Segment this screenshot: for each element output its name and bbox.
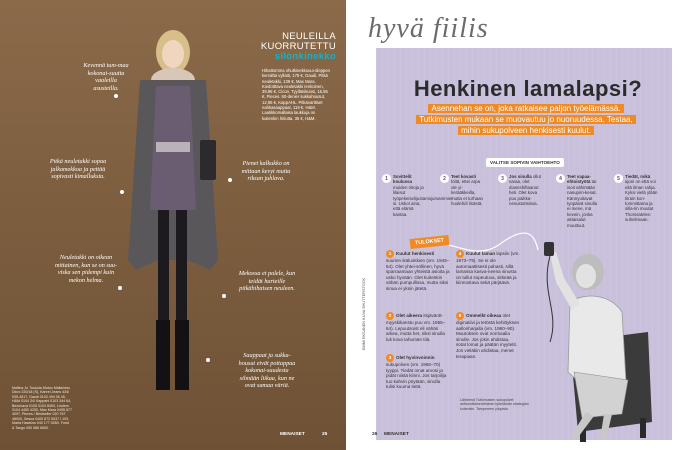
annotation-dot <box>222 294 226 298</box>
annotation-dot <box>114 94 118 98</box>
result-item <box>386 354 450 390</box>
result-bold: Ommelkt oikeaa <box>466 313 502 319</box>
footer-magazine-name: MENAISET <box>280 432 305 437</box>
result-item <box>456 312 520 359</box>
annotation-dot <box>228 178 232 182</box>
article-footnote: Lähteenä Tutkimusten sukupolvet antirundta/sentiminen työelämän strategian kuitenkin. Tampereen yliopisto. <box>460 398 529 411</box>
option-number: 5 <box>614 174 623 183</box>
option-bold: Tiedät, mikä <box>625 174 651 179</box>
select-instruction: VALITSE SOPIVIN VAIHTOEHTO <box>486 158 564 167</box>
option-bold: Teet vapaa-ehtoistyötä <box>567 174 591 185</box>
option-body: ajoni on että voi eliä ilman rahja. Kyksi vielä ylään tiirain kon-tommittama ja silla-tin muutat Thorssatelen suhelimaan. <box>625 179 658 223</box>
retro-woman-photo <box>530 232 658 442</box>
option-bold: Teet kovasti <box>451 174 477 179</box>
option-bold: Sovittelit koulussa <box>393 174 413 185</box>
result-item <box>386 250 450 292</box>
lede-text: Asennehan se on, joka ratkaisee paljon työelämässä. Tutkimusten mukaan se muovautuu jo nuoruudessa. Testaa, mihin sukupolveen henkisesti kuulut. <box>416 104 635 135</box>
option-number: 1 <box>382 174 391 183</box>
option-body: ollut varaa, olet downshiftaanut heti. Olet kova puu paikka-nesustotisissa. <box>509 174 541 207</box>
result-number: 1 <box>386 250 394 258</box>
quiz-option[interactable] <box>382 174 453 217</box>
annotation-note: Pitkä neuletakki sopaa jalkamekkoa ja pettää sopivasti kimalluksta. <box>49 158 107 181</box>
annotation-note: Pienet kalkukko on mittaan kevyt mutta riksan juhlava. <box>241 160 291 183</box>
result-bold: Olet hyvinvoinnin <box>396 355 435 361</box>
option-bold: Jos sinulla <box>509 174 532 179</box>
option-text <box>567 174 601 228</box>
option-number: 3 <box>498 174 507 183</box>
result-body: olet diginatiivi ja tetöstä kehittyksen aallonharjalla (vm. 1980–90). Muutoksen ovat normaalia sinulle. Jos jokin ahdistaa, sotat lomat ja päätän myytetit. Jos vieläkin ahdistaa, menet terapiaan. <box>456 313 520 359</box>
heading-line: KUORRUTETTU <box>260 41 336 52</box>
article-lede <box>408 103 644 136</box>
annotation-note: Kevennä tum-maa kokonai-suutta vaaleilla asusteilla. <box>83 62 129 92</box>
option-body: muiden riitoja ja lilaisut työpekeiselijustamsjumammie-si. Uskot aina, että elämä kantaa. <box>393 184 453 217</box>
result-item <box>456 250 520 286</box>
result-number: 3 <box>386 354 394 362</box>
result-item <box>386 312 450 342</box>
result-bold: Kuulut laman <box>466 251 496 257</box>
result-body: sukupolven (vm. 1965–70) tyyppi. Tiedät omat arvosi ja pidät niistä kiinni. Jos tarjoilija tuo kahvin pöytään, sinulla tulisi kuuma tietä. <box>386 362 447 390</box>
option-body: tai isoit vähintään nasupim-kesat. Kännyuitavat tyopäivä sinulla ei mene, mä kevein, jonka aktaisalut muuttuut. <box>567 179 598 228</box>
result-bold: Olet aikeera <box>396 313 423 319</box>
page-number: 26 <box>372 432 378 437</box>
result-bold: Kuulut henkisesti <box>396 251 435 257</box>
option-text <box>625 174 659 223</box>
option-body: töitä, ettei arpa ole yi-kerääkkeilla, mutta et turhaan huolehdi lisästä. <box>451 179 483 207</box>
quiz-option[interactable] <box>440 174 486 206</box>
heading-line: NEULEILLA <box>282 31 336 42</box>
product-description: Hihattomma ohutkinekkouui-dieppen kerraltta vyllatti, 179 €, Gaudi. Pitkä neuletakki, 139 €, Max Mara. Kiedotttava neuletakki renkoinen, 39,95 €, Cicon. Tyyllänikunsi, 15,95 €, Pieces. 50-denier sukkahousut, 12,95 €, KappAHL. Pitkävarttiset nahkasaappaat, 119 €, H&M. Laatikkomallaisa laukkuja on kuitenkin hiriutta. 35 €, H&M. <box>262 68 330 121</box>
results-tag: TULOKSET <box>410 235 450 249</box>
model-illustration <box>118 20 228 418</box>
annotation-note: Mekossa et palele, kun teidät harteille pitkähihaisen neuleen. <box>238 270 296 293</box>
photo-byline: EMMI EKSANEN KUVA SHUTTERSTOCK <box>362 277 366 350</box>
left-page <box>0 0 346 450</box>
option-text <box>451 174 485 206</box>
quiz-options <box>382 174 672 230</box>
annotation-dot <box>118 286 122 290</box>
result-number: 2 <box>386 312 394 320</box>
result-number: 4 <box>456 250 464 258</box>
option-number: 4 <box>556 174 565 183</box>
result-body: suurien ikäluokkien (vm. 1945–54). Olet yhtei-söllinen, hyvä sparraamaan yhteistä asioita ja usko hyvään. Olet kuitenkin vähän pumpullissa, mutta siksi sinua ei yksin jätetä. <box>386 258 450 291</box>
option-number: 2 <box>440 174 449 183</box>
annotation-note: Neuletakki on oikean mittainen, kun se on suu-viska sen pidempi kuin mekon helma. <box>54 254 118 284</box>
quiz-option[interactable] <box>556 174 602 228</box>
annotation-dot <box>206 358 210 362</box>
section-kicker: hyvä fiilis <box>368 13 489 44</box>
annotation-dot <box>120 190 124 194</box>
page-number: 25 <box>322 432 328 437</box>
option-text <box>509 174 543 206</box>
quiz-results <box>386 250 520 410</box>
article-title: Henkinen lamalapsi? <box>413 76 643 101</box>
photo-credits: Mallina Jo Tuukula Motou Malla/otsu Dicro 220/18 (S), Kanrel Jeans 434/ 935-4817, Gaudi 0103 494 06 45, H&M 0104 34/ Kappahl 0103 344 64, Bezuhava 0105 0103 8400, Linders 0104 4450 4250, Max Mara 0495 877 4097, Pieces / Bestseller 020 767 48000, Sesua 0405 872 5037 I 193, Marta Hawkins 040 177 0050. Fond & Tango 050 586 6600. <box>12 386 72 430</box>
result-body: itsjäväntt-myyskikanstu puu vm. 1955–64). Lepuutsoist eli vähän arkea, mutta het, siksi sinulla luk kova tahumän tilä. <box>386 313 446 342</box>
result-body: lapsiin (vm. 1973–79). Se ei ole automaattisesti pahasti, sillä lamassa kasva-neena sinusta on tullut sopeutuva, sitkeää ja kiinnostava sekä pärjäävä. <box>456 251 520 286</box>
annotation-note: Saappaat ja sukka-housut eivät pottappaa kokonai-suudesta silmään liikaa, kun ne ovat samaa väriä. <box>238 352 296 390</box>
quiz-option[interactable] <box>614 174 660 223</box>
left-heading <box>246 32 336 62</box>
result-number: 5 <box>456 312 464 320</box>
option-text <box>393 174 453 217</box>
heading-accent: silonkinekko <box>274 51 336 62</box>
footer-magazine-name: MENAISET <box>384 432 409 437</box>
quiz-option[interactable] <box>498 174 544 206</box>
